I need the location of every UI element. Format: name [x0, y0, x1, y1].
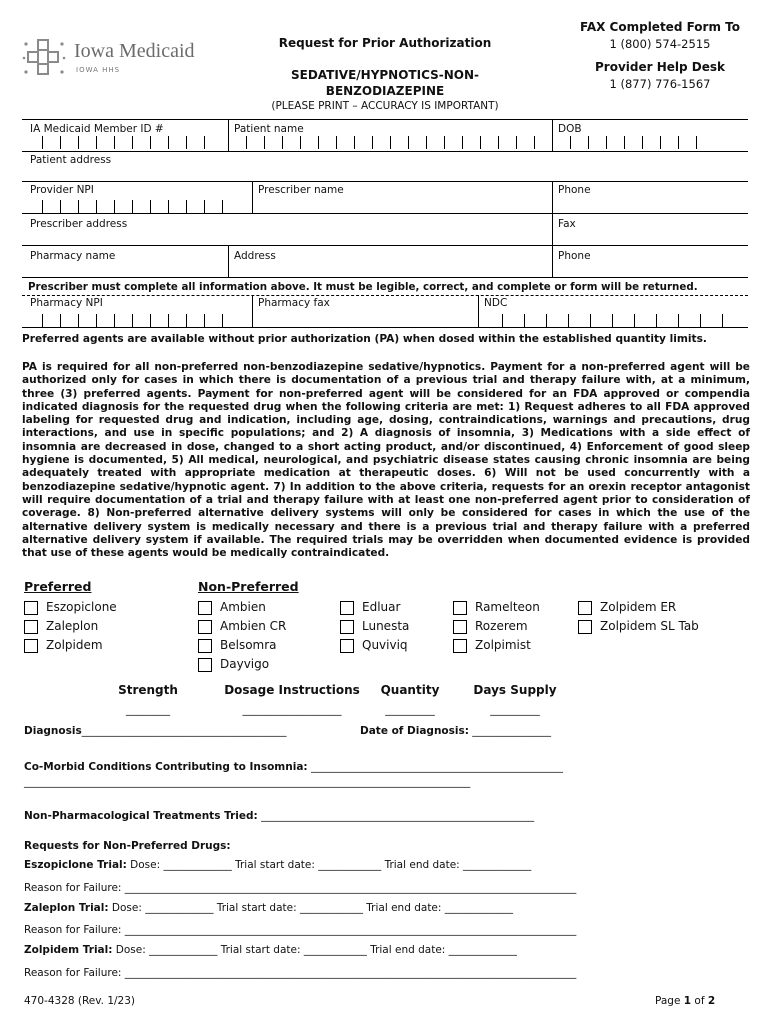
eszopiclone-dose-field[interactable]: _____________ [160, 859, 232, 871]
pharmacy-fax-label: Pharmacy fax [258, 297, 330, 309]
checkbox[interactable] [198, 601, 212, 615]
form-number: 470-4328 (Rev. 1/23) [24, 995, 136, 1007]
nonpharm-field[interactable]: ____________________________________________________ [257, 810, 535, 822]
comorbid-label: Co-Morbid Conditions Contributing to Insomnia: [24, 761, 308, 773]
quantity-label: Quantity [380, 683, 440, 697]
zolpidem-dose-field[interactable]: _____________ [145, 944, 218, 956]
eszopiclone-start-field[interactable]: ____________ [314, 859, 382, 871]
preferred-note: Preferred agents are available without prior authorization (PA) when dosed within the established quantity limits. [22, 333, 707, 345]
requests-heading: Requests for Non-Preferred Drugs: [24, 840, 231, 852]
checkbox[interactable] [198, 620, 212, 634]
quantity-field[interactable]: _________ [385, 703, 435, 716]
request-title: Request for Prior Authorization [278, 36, 492, 50]
drug-option-edluar[interactable]: Edluar [340, 598, 400, 616]
eszopiclone-reason-row: Reason for Failure: ______________________________________________________________________________________ [24, 882, 577, 894]
zaleplon-trial-label: Zaleplon Trial: [24, 902, 109, 914]
logo-subtitle: IOWA HHS [76, 66, 121, 74]
prescriber-note: Prescriber must complete all information above. It must be legible, correct, and complete or form will be returned. [28, 281, 698, 293]
nonpharm-row [24, 810, 534, 822]
help-desk-number: 1 (877) 776-1567 [609, 77, 711, 91]
zolpidem-reason-field[interactable]: ______________________________________________________________________________________ [121, 967, 577, 979]
drug-option-lunesta[interactable]: Lunesta [340, 617, 409, 635]
nonpreferred-heading: Non-Preferred [198, 579, 299, 594]
zolpidem-reason-row: Reason for Failure: ______________________________________________________________________________________ [24, 967, 577, 979]
member-id-input[interactable] [26, 135, 226, 149]
comorbid-row [24, 761, 563, 773]
drug-option-zolpimist[interactable]: Zolpimist [453, 636, 531, 654]
help-desk-label: Provider Help Desk [594, 60, 725, 74]
date-of-diagnosis-row [360, 725, 551, 737]
logo-name: Iowa Medicaid [74, 40, 195, 62]
zaleplon-end-field[interactable]: _____________ [441, 902, 514, 914]
dosage-field[interactable]: __________________ [242, 703, 342, 716]
criteria-paragraph: PA is required for all non-preferred non-benzodiazepine sedative/hypnotics. Payment for a non-preferred agent will be authorized only for cases in which there is documentation of a previous trial and therapy failure with, at a minimum, three (3) preferred agents. Payment for non-preferred agent will be considered for an FDA approved or compendia indicated diagnosis for the requested drug when the following criteria are met: 1) Request adheres to all FDA approved labeling for requested drug and indication, including age, dosing, contraindications, warnings and precautions, drug interactions, and use in specific populations; and 2) A diagnosis of insomnia, 3) Medications with a side effect of insomnia are decreased in dose, changed to a short acting product, and/or discontinued, 4) Enforcement of good sleep hygiene is documented, 5) All medical, neurological, and psychiatric disease states causing chronic insomnia are being adequately treated with appropriate medication at therapeutic doses. 6) Will not be used concurrently with a benzodiazepine sedative/hypnotic agent. 7) In addition to the above criteria, requests for an orexin receptor antagonist will require documentation of a trial and therapy failure with at least one non-preferred agent prior to consideration of coverage. 8) Non-preferred alternative delivery systems will only be considered for cases in which the use of the alternative delivery system is medically necessary and there is a previous trial and therapy failure with a preferred alternative delivery system if available. The required trials may be overridden when documented evidence is provided that use of these agents would be medically contraindicated. [22, 361, 750, 560]
drug-option-quviviq[interactable]: Quviviq [340, 636, 408, 654]
zaleplon-reason-field[interactable]: ______________________________________________________________________________________ [121, 924, 577, 936]
date-of-diagnosis-label: Date of Diagnosis: [360, 725, 469, 737]
nonpharm-label: Non-Pharmacological Treatments Tried: [24, 810, 258, 822]
zolpidem-trial-row: Zolpidem Trial: Dose: _____________ Trial start date: ____________ Trial end date: _____________ [24, 944, 517, 956]
days-supply-label: Days Supply [473, 683, 557, 697]
days-supply-field[interactable]: _________ [490, 703, 540, 716]
checkbox[interactable] [24, 639, 38, 653]
page-indicator: Page 1 of 2 [655, 995, 716, 1007]
checkbox[interactable] [198, 639, 212, 653]
checkbox[interactable] [198, 658, 212, 672]
date-of-diagnosis-field[interactable]: _______________ [468, 725, 552, 737]
patient-name-label: Patient name [230, 119, 530, 138]
zolpidem-end-field[interactable]: _____________ [445, 944, 517, 956]
eszopiclone-trial-row: Eszopiclone Trial: Dose: _____________ Trial start date: ____________ Trial end date: _____________ [24, 859, 532, 871]
drug-title-line1: SEDATIVE/HYPNOTICS-NON- [290, 68, 479, 82]
checkbox[interactable] [578, 601, 592, 615]
drug-option-rozerem[interactable]: Rozerem [453, 617, 528, 635]
address-label: Address [234, 250, 276, 262]
zaleplon-reason-row: Reason for Failure: ______________________________________________________________________________________ [24, 924, 577, 936]
checkbox[interactable] [453, 620, 467, 634]
patient-address-label: Patient address [30, 154, 112, 166]
checkbox[interactable] [340, 601, 354, 615]
fax-field-label: Fax [558, 218, 576, 230]
fax-number: 1 (800) 574-2515 [609, 37, 711, 51]
drug-option-ambien-cr[interactable]: Ambien CR [198, 617, 286, 635]
drug-option-zolpidem-er[interactable]: Zolpidem ER [578, 598, 676, 616]
prescriber-name-label: Prescriber name [258, 184, 344, 196]
checkbox[interactable] [340, 639, 354, 653]
fax-label: FAX Completed Form To [580, 20, 740, 34]
zolpidem-start-field[interactable]: ____________ [300, 944, 367, 956]
pharmacy-name-label: Pharmacy name [30, 250, 116, 262]
iowa-medicaid-logo-icon [22, 36, 66, 80]
eszopiclone-reason-field[interactable]: ______________________________________________________________________________________ [121, 882, 577, 894]
zaleplon-start-field[interactable]: ____________ [296, 902, 363, 914]
drug-option-ramelteon[interactable]: Ramelteon [453, 598, 540, 616]
ndc-label: NDC [484, 297, 508, 309]
zaleplon-trial-row: Zaleplon Trial: Dose: _____________ Trial start date: ____________ Trial end date: _____________ [24, 902, 514, 914]
drug-option-eszopiclone[interactable]: Eszopiclone [24, 598, 117, 616]
strength-label: Strength [118, 683, 178, 697]
diagnosis-field[interactable]: _______________________________________ [81, 725, 287, 737]
drug-option-ambien[interactable]: Ambien [198, 598, 266, 616]
print-note: (PLEASE PRINT – ACCURACY IS IMPORTANT) [271, 100, 499, 112]
diagnosis-label: Diagnosis [24, 725, 82, 737]
zaleplon-dose-field[interactable]: _____________ [141, 902, 214, 914]
checkbox[interactable] [24, 601, 38, 615]
provider-npi-label: Provider NPI [30, 184, 94, 196]
checkbox[interactable] [453, 639, 467, 653]
pharmacy-npi-label: Pharmacy NPI [30, 297, 103, 309]
zolpidem-trial-label: Zolpidem Trial: [24, 944, 113, 956]
strength-field[interactable]: ________ [126, 703, 170, 716]
diagnosis-row [24, 725, 286, 737]
preferred-heading: Preferred [24, 579, 92, 594]
dob-label: DOB [554, 119, 744, 138]
checkbox[interactable] [453, 601, 467, 615]
drug-option-zolpidem-sl-tab[interactable]: Zolpidem SL Tab [578, 617, 699, 635]
comorbid-field-line2[interactable]: _____________________________________________________________________________________ [24, 776, 471, 788]
provider-npi-input[interactable] [26, 199, 252, 213]
pharmacy-phone-label: Phone [558, 250, 591, 262]
checkbox[interactable] [340, 620, 354, 634]
dob-input[interactable] [554, 135, 744, 149]
comorbid-field[interactable]: ________________________________________________ [307, 761, 563, 773]
prescriber-address-label: Prescriber address [30, 218, 128, 230]
drug-option-dayvigo[interactable]: Dayvigo [198, 655, 269, 673]
pharmacy-npi-input[interactable] [26, 313, 252, 327]
patient-name-input[interactable] [230, 135, 550, 149]
phone-label: Phone [558, 184, 591, 196]
member-id-label: IA Medicaid Member ID # [26, 119, 226, 138]
dosage-instructions-label: Dosage Instructions [224, 683, 360, 697]
eszopiclone-end-field[interactable]: _____________ [459, 859, 532, 871]
logo [22, 36, 222, 82]
drug-option-zolpidem[interactable]: Zolpidem [24, 636, 103, 654]
eszopiclone-trial-label: Eszopiclone Trial: [24, 859, 127, 871]
ndc-input[interactable] [480, 313, 748, 327]
checkbox[interactable] [24, 620, 38, 634]
drug-title-line2: BENZODIAZEPINE [325, 84, 445, 98]
checkbox[interactable] [578, 620, 592, 634]
drug-option-belsomra[interactable]: Belsomra [198, 636, 277, 654]
drug-option-zaleplon[interactable]: Zaleplon [24, 617, 98, 635]
